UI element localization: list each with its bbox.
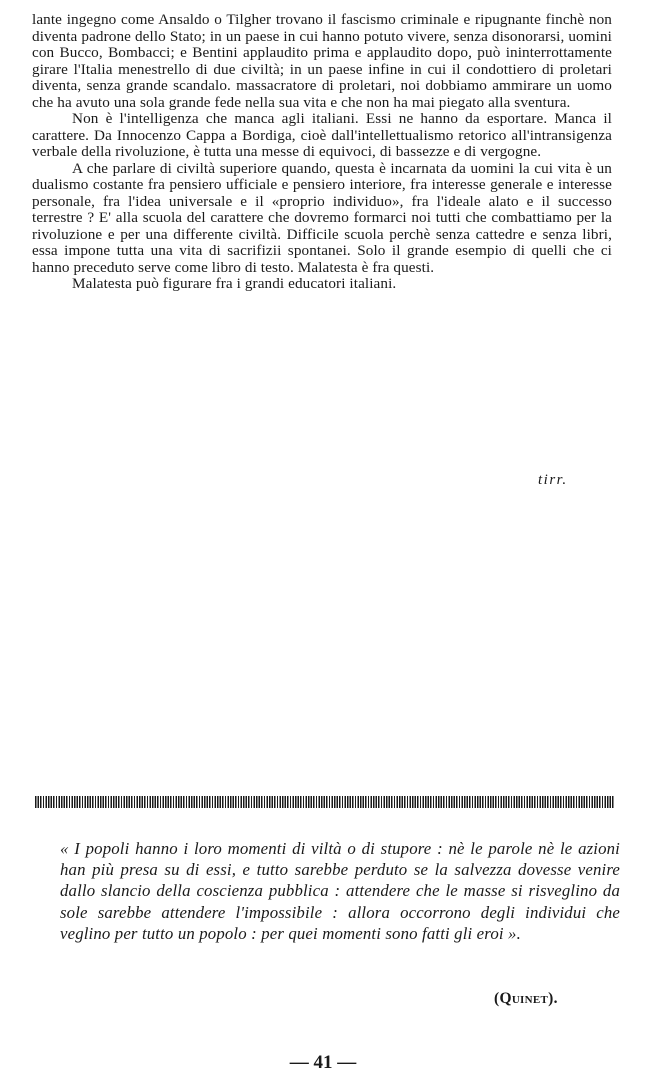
paragraph-4: Malatesta può figurare fra i grandi educatori italiani. — [72, 275, 397, 292]
decorative-divider — [35, 796, 615, 808]
quote-text: « I popoli hanno i loro momenti di viltà o di stupore : nè le parole nè le azioni han più presa su di essi, e tutto sarebbe perduto se la salvezza dovesse venire dallo slancio della coscienza pubblica : attendere che le masse si risveglino da sole sarebbe attendere l'impossibile : allora occorrono degli individui che veglino per tutto un popolo : per quei momenti sono fatti gli eroi ». — [60, 839, 620, 943]
author-signature: tirr. — [538, 472, 568, 488]
paragraph-3: A che parlare di civiltà superiore quando, questa è incarnata da uomini la cui vita è un dualismo costante fra pensiero ufficiale e pensiero interiore, fra interesse generale e interesse personale, fra l'idea universale e il «proprio individuo», fra l'ideale alato e il successo terrestre ? E' alla scuola del carattere che dovremo formarci noi tutti che combattiamo per la rivoluzione e per una differente civiltà. Difficile scuola perchè senza cattedre e senza libri, essa impone tutta una vita di sacrifizii spontanei. Solo il grande esempio di quelli che ci hanno preceduto serve come libro di testo. Malatesta è fra questi. — [32, 159, 612, 276]
paragraph-2: Non è l'intelligenza che manca agli italiani. Essi ne hanno da esportare. Manca il carattere. Da Innocenzo Cappa a Bordiga, cioè dall'intellettualismo retorico all'intransigenza verbale della rivoluzione, è tutta una messe di equivoci, di bassezze e di vergogne. — [32, 110, 612, 160]
quote-attribution: (Quinet). — [494, 990, 558, 1007]
article-body — [32, 12, 612, 293]
paragraph-1: lante ingegno come Ansaldo o Tilgher trovano il fascismo criminale e ripugnante finchè non diventa padrone dello Stato; in un paese in cui hanno potuto vivere, senza disonorarsi, uomini con Bucco, Bombacci; e Bentini applaudito prima e applaudito dopo, può ininterrottamente girare l'Italia menestrello di due civiltà; in un paese infine in cui il condottiero di proletari diventa, senza grande scandalo. massacratore di proletari, noi dobbiamo ammirare un uomo che ha avuto una sola grande fede nella sua vita e che non ha mai piegato alla sventura. — [32, 11, 612, 111]
page-number: — 41 — — [289, 1052, 357, 1073]
